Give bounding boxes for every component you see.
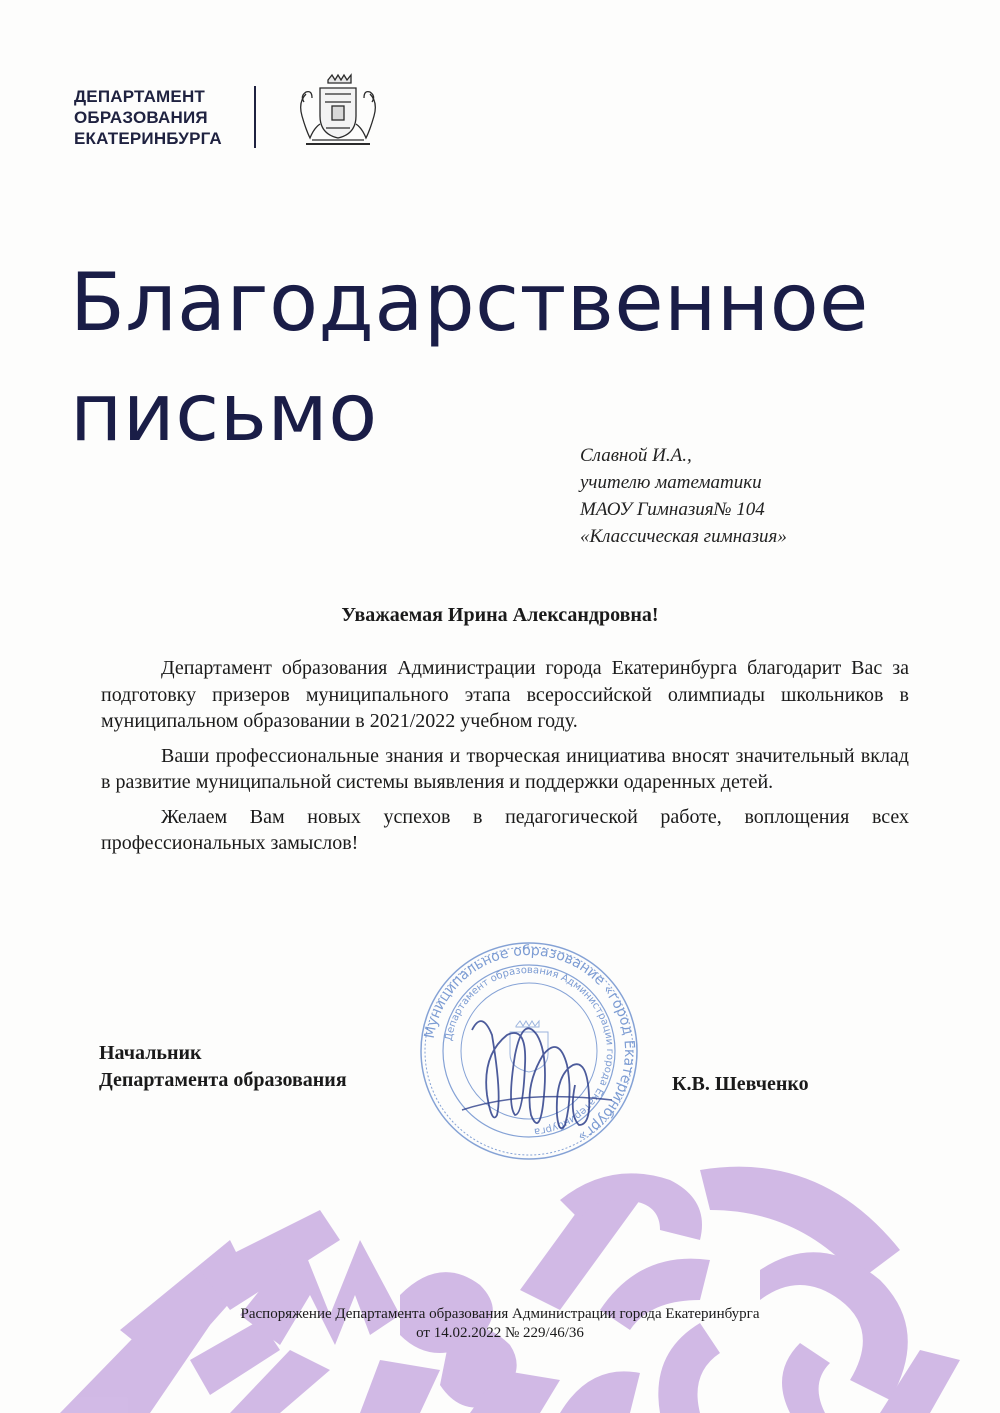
department-logo-text [74,86,222,149]
signer-position [99,1040,347,1094]
decorative-pattern [0,1120,1000,1413]
stamp-inner-text: Департамент образования Администрации города Екатеринбурга [443,964,616,1137]
addressee-line: МАОУ Гимназия№ 104 [580,499,765,520]
coat-of-arms-icon [292,72,384,152]
title-line-2: письмо [70,366,378,459]
title-line-1: Благодарственное [70,256,869,349]
footer-order-reference [0,1305,1000,1343]
stamp-outer-text: Муниципальное образование «город Екатеринбург» [421,942,638,1145]
letter-body [101,655,909,865]
addressee-line: Славной И.А., [580,445,692,466]
body-paragraph: Департамент образования Администрации города Екатеринбурга благодарит Вас за подготовку призеров муниципального этапа всероссийской олимпиады школьников в муниципальном образовании в 2021/2022 учебном году. [101,657,909,732]
department-line: ОБРАЗОВАНИЯ [74,108,208,127]
signer-position-line: Начальник [99,1042,202,1064]
body-paragraph: Желаем Вам новых успехов в педагогической работе, воплощения всех профессиональных замыслов! [101,805,909,854]
handwritten-signature [452,990,622,1140]
addressee-line: «Классическая гимназия» [580,526,787,547]
department-line: ЕКАТЕРИНБУРГА [74,129,222,148]
addressee-block [580,442,787,550]
header-divider [254,86,256,148]
signer-position-line: Департамента образования [99,1069,347,1091]
footer-line-2: от 14.02.2022 № 229/46/36 [416,1325,584,1341]
greeting: Уважаемая Ирина Александровна! [341,604,659,626]
footer-line-1: Распоряжение Департамента образования Администрации города Екатеринбурга [240,1306,760,1322]
signer-name: К.В. Шевченко [672,1073,809,1095]
body-paragraph: Ваши профессиональные знания и творческая инициатива вносят значительный вклад в развитие муниципальной системы выявления и поддержки одаренных детей. [101,744,909,793]
letter-title [70,248,869,468]
department-line: ДЕПАРТАМЕНТ [74,87,206,106]
addressee-line: учителю математики [580,472,762,493]
